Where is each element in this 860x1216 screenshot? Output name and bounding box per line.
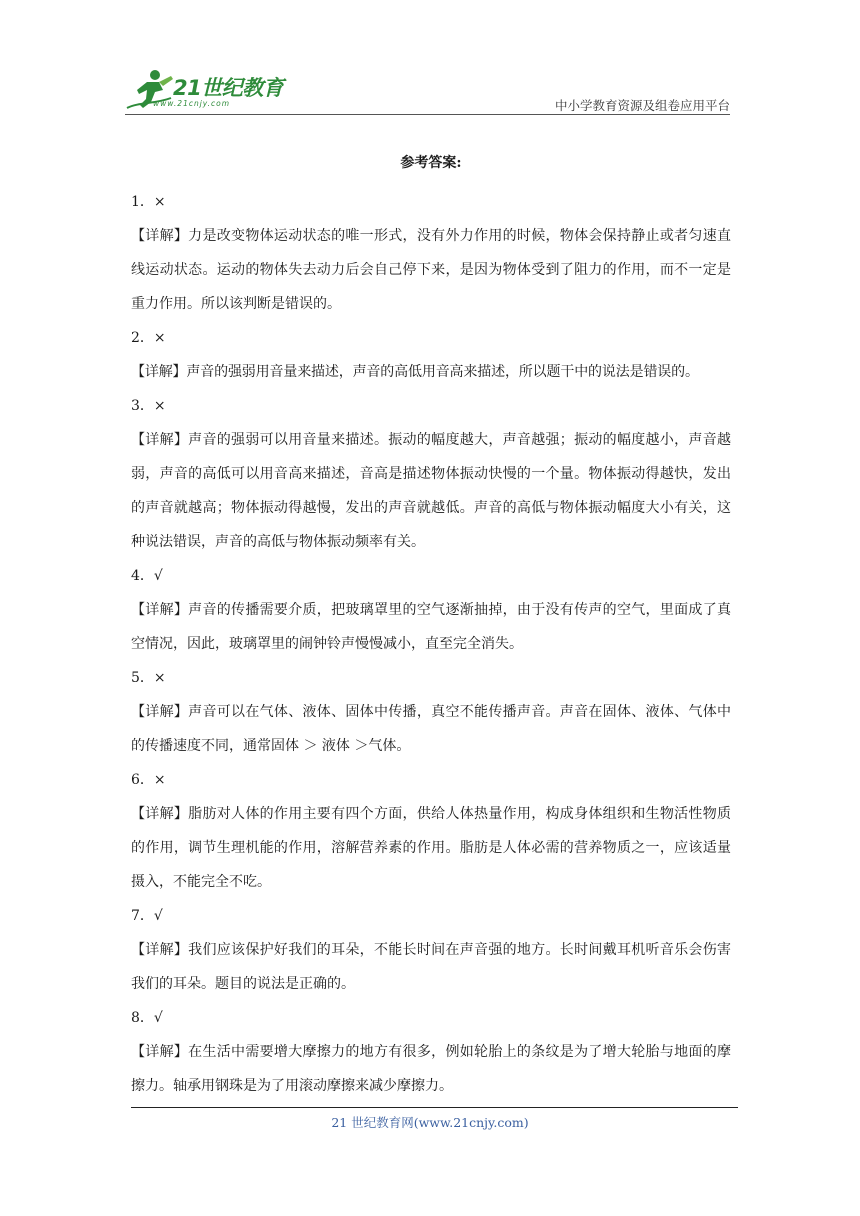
answer-number: 2．× bbox=[131, 330, 166, 346]
logo-url: www.21cnjy.com bbox=[153, 99, 231, 108]
answer-number: 8．√ bbox=[131, 1010, 163, 1026]
answer-number: 7．√ bbox=[131, 908, 163, 924]
answer-item bbox=[131, 1001, 731, 1103]
answer-detail: 【详解】声音的强弱用音量来描述，声音的高低用音高来描述，所以题干中的说法是错误的。 bbox=[131, 364, 699, 380]
answer-number: 4．√ bbox=[131, 568, 163, 584]
answer-item bbox=[131, 185, 731, 321]
page-header bbox=[125, 66, 730, 116]
brand-logo bbox=[125, 66, 300, 114]
answer-item bbox=[131, 321, 731, 389]
answer-item bbox=[131, 389, 731, 559]
answer-item bbox=[131, 559, 731, 661]
answer-item bbox=[131, 763, 731, 899]
platform-label: 中小学教育资源及组卷应用平台 bbox=[554, 98, 730, 113]
footer-divider bbox=[131, 1107, 738, 1108]
answer-detail: 【详解】声音可以在气体、液体、固体中传播，真空不能传播声音。声音在固体、液体、气体中的传播速度不同，通常固体 ＞ 液体 ＞气体。 bbox=[131, 704, 731, 754]
header-divider bbox=[125, 114, 730, 115]
answer-item bbox=[131, 899, 731, 1001]
answer-detail: 【详解】声音的强弱可以用音量来描述。振动的幅度越大，声音越强；振动的幅度越小，声音越弱，声音的高低可以用音高来描述，音高是描述物体振动快慢的一个量。物体振动得越快，发出的声音就越高；物体振动得越慢，发出的声音就越低。声音的高低与物体振动幅度大小有关，这种说法错误，声音的高低与物体振动频率有关。 bbox=[131, 432, 731, 550]
answer-number: 5．× bbox=[131, 670, 166, 686]
page-title: 参考答案: bbox=[400, 155, 462, 171]
answer-detail: 【详解】声音的传播需要介质，把玻璃罩里的空气逐渐抽掉，由于没有传声的空气，里面成了真空情况，因此，玻璃罩里的闹钟铃声慢慢减小，直至完全消失。 bbox=[131, 602, 731, 652]
answer-detail: 【详解】在生活中需要增大摩擦力的地方有很多，例如轮胎上的条纹是为了增大轮胎与地面的摩擦力。轴承用钢珠是为了用滚动摩擦来减少摩擦力。 bbox=[131, 1044, 731, 1094]
answer-number: 6．× bbox=[131, 772, 166, 788]
answer-detail: 【详解】我们应该保护好我们的耳朵，不能长时间在声音强的地方。长时间戴耳机听音乐会伤害我们的耳朵。题目的说法是正确的。 bbox=[131, 942, 731, 992]
logo-text: 21世纪教育 bbox=[173, 76, 284, 100]
page-footer: 21 世纪教育网(www.21cnjy.com) bbox=[331, 1115, 529, 1130]
answer-content bbox=[131, 150, 731, 1103]
answer-detail: 【详解】脂肪对人体的作用主要有四个方面，供给人体热量作用，构成身体组织和生物活性物质的作用，调节生理机能的作用，溶解营养素的作用。脂肪是人体必需的营养物质之一，应该适量摄入，不能完全不吃。 bbox=[131, 806, 731, 890]
answer-number: 3．× bbox=[131, 398, 166, 414]
answer-item bbox=[131, 661, 731, 763]
answer-detail: 【详解】力是改变物体运动状态的唯一形式，没有外力作用的时候，物体会保持静止或者匀速直线运动状态。运动的物体失去动力后会自己停下来，是因为物体受到了阻力的作用，而不一定是重力作用。所以该判断是错误的。 bbox=[131, 228, 731, 312]
answer-number: 1．× bbox=[131, 194, 166, 210]
